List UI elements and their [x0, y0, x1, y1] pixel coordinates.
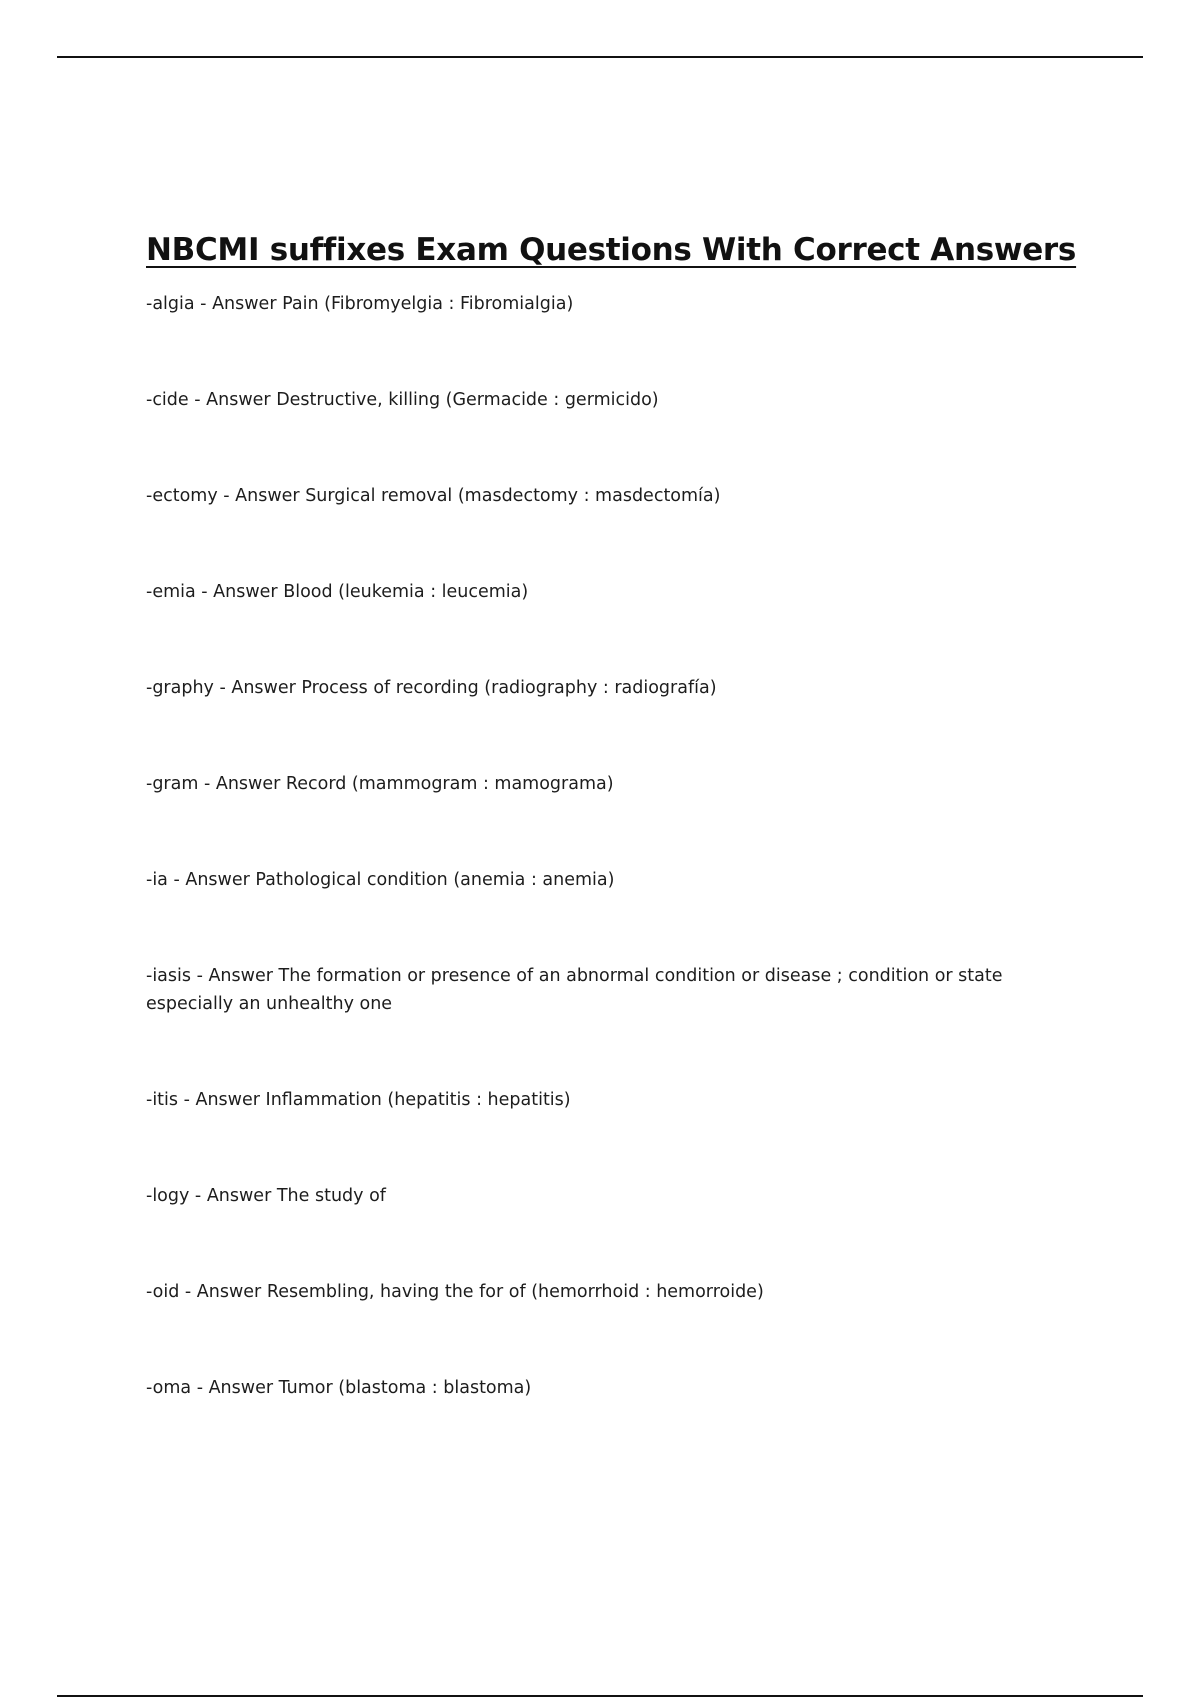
qa-item: -oma - Answer Tumor (blastoma : blastoma) — [146, 1378, 532, 1398]
qa-answer: The study of — [276, 1186, 386, 1206]
qa-answer: The formation or presence of an abnormal condition or disease ; condition or state especially an unhealthy one — [146, 966, 1003, 1014]
qa-answer: Pathological condition (anemia : anemia) — [255, 870, 615, 890]
answer-label: Answer — [213, 582, 278, 602]
qa-term: -cide — [146, 390, 189, 410]
qa-term: -oma — [146, 1378, 192, 1398]
qa-term: -graphy — [146, 678, 214, 698]
bottom-rule — [57, 1695, 1143, 1697]
qa-answer: Tumor (blastoma : blastoma) — [278, 1378, 532, 1398]
qa-item: -cide - Answer Destructive, killing (Germacide : germicido) — [146, 390, 659, 410]
qa-term: -algia — [146, 294, 195, 314]
answer-label: Answer — [185, 870, 250, 890]
qa-term: -oid — [146, 1282, 180, 1302]
qa-answer: Record (mammogram : mamograma) — [285, 774, 614, 794]
qa-answer: Surgical removal (masdectomy : masdectomía) — [305, 486, 721, 506]
qa-item: -oid - Answer Resembling, having the for of (hemorrhoid : hemorroide) — [146, 1282, 764, 1302]
top-rule — [57, 56, 1143, 58]
qa-answer: Blood (leukemia : leucemia) — [283, 582, 529, 602]
qa-term: -itis — [146, 1090, 179, 1110]
qa-answer: Process of recording (radiography : radiografía) — [301, 678, 717, 698]
answer-label: Answer — [235, 486, 300, 506]
qa-answer: Resembling, having the for of (hemorrhoid : hemorroide) — [266, 1282, 764, 1302]
qa-term: -iasis — [146, 966, 191, 986]
qa-term: -ectomy — [146, 486, 218, 506]
qa-item: -itis - Answer Inflammation (hepatitis : hepatitis) — [146, 1090, 571, 1110]
qa-term: -emia — [146, 582, 196, 602]
answer-label: Answer — [215, 774, 281, 794]
answer-label: Answer — [206, 1186, 272, 1206]
qa-answer: Pain (Fibromyelgia : Fibromialgia) — [282, 294, 574, 314]
qa-item: -logy - Answer The study of — [146, 1186, 386, 1206]
qa-answer: Destructive, killing (Germacide : germicido) — [276, 390, 659, 410]
qa-term: -ia — [146, 870, 168, 890]
answer-label: Answer — [231, 678, 296, 698]
document-body — [146, 228, 1077, 1398]
qa-item: -ectomy - Answer Surgical removal (masdectomy : masdectomía) — [146, 486, 721, 506]
qa-item: -algia - Answer Pain (Fibromyelgia : Fibromialgia) — [146, 294, 574, 314]
answer-label: Answer — [212, 294, 277, 314]
answer-label: Answer — [208, 1378, 274, 1398]
qa-item: -emia - Answer Blood (leukemia : leucemia) — [146, 582, 529, 602]
answer-label: Answer — [195, 1090, 260, 1110]
document-title: NBCMI suffixes Exam Questions With Correct Answers — [146, 232, 1077, 268]
qa-item: -gram - Answer Record (mammogram : mamograma) — [146, 774, 614, 794]
answer-label: Answer — [196, 1282, 262, 1302]
qa-item: -iasis - Answer The formation or presence of an abnormal condition or disease ; condition or state especially an unhealthy one — [146, 966, 1003, 1014]
qa-item: -ia - Answer Pathological condition (anemia : anemia) — [146, 870, 615, 890]
qa-term: -gram — [146, 774, 199, 794]
qa-term: -logy — [146, 1186, 190, 1206]
answer-label: Answer — [206, 390, 271, 410]
qa-answer: Inflammation (hepatitis : hepatitis) — [265, 1090, 571, 1110]
qa-item: -graphy - Answer Process of recording (radiography : radiografía) — [146, 678, 717, 698]
answer-label: Answer — [208, 966, 273, 986]
